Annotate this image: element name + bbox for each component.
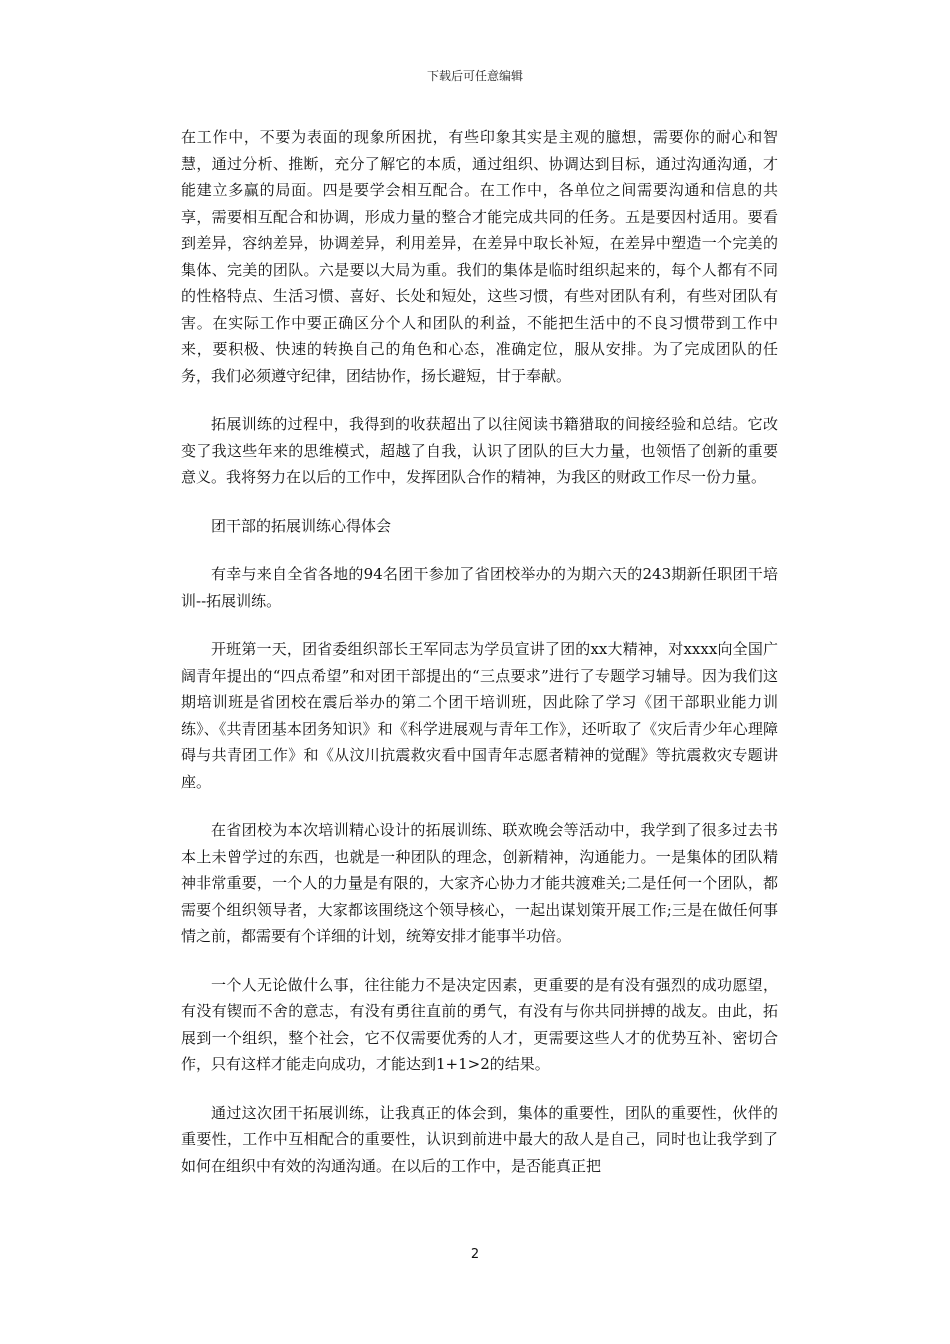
page-number: 2 [470, 1247, 480, 1262]
paragraph-first-day: 开班第一天，团省委组织部长王军同志为学员宣讲了团的xx大精神，对xxxx向全国广阔青年提出的“四点希望”和对团干部提出的“三点要求”进行了专题学习辅导。因为我们这期培训班是省团校在震后举办的第二个团干培训班，因此除了学习《团干部职业能力训练》、《共青团基本团务知识》和《科学进展观与青年工作》，还听取了《灾后青少年心理障碍与共青团工作》和《从汶川抗震救灾看中国青年志愿者精神的觉醒》等抗震救灾专题讲座。 [181, 640, 778, 791]
paragraph-training-gains: 拓展训练的过程中，我得到的收获超出了以往阅读书籍猎取的间接经验和总结。它改变了我这些年来的思维模式，超越了自我，认识了团队的巨大力量，也领悟了创新的重要意义。我将努力在以后的工作中，发挥团队合作的精神，为我区的财政工作尽一份力量。 [181, 415, 778, 486]
page-header: 下载后可任意编辑 [426, 69, 523, 83]
paragraph-teamwork-principles: 在工作中，不要为表面的现象所困扰，有些印象其实是主观的臆想，需要你的耐心和智慧，通过分析、推断，充分了解它的本质，通过组织、协调达到目标，通过沟通沟通，才能建立多赢的局面。四是要学会相互配合。在工作中，各单位之间需要沟通和信息的共享，需要相互配合和协调，形成力量的整合才能完成共同的任务。五是要因村适用。要看到差异，容纳差异，协调差异，利用差异，在差异中取长补短，在差异中塑造一个完美的集体、完美的团队。六是要以大局为重。我们的集体是临时组织起来的，每个人都有不同的性格特点、生活习惯、喜好、长处和短处，这些习惯，有些对团队有利，有些对团队有害。在实际工作中要正确区分个人和团队的利益，不能把生活中的不良习惯带到工作中来，要积极、快速的转换自己的角色和心态，准确定位，服从安排。为了完成团队的任务，我们必须遵守纪律，团结协作，扬长避短，甘于奉献。 [181, 128, 778, 385]
document-body [181, 124, 778, 1201]
paragraph-activities: 在省团校为本次培训精心设计的拓展训练、联欢晚会等活动中，我学到了很多过去书本上未曾学过的东西，也就是一种团队的理念，创新精神，沟通能力。一是集体的团队精神非常重要，一个人的力量是有限的，大家齐心协力才能共渡难关;二是任何一个团队，都需要个组织领导者，大家都该围绕这个领导核心，一起出谋划策开展工作;三是在做任何事情之前，都需要有个详细的计划，统筹安排才能事半功倍。 [181, 821, 778, 945]
paragraph-success-factors: 一个人无论做什么事，往往能力不是决定因素，更重要的是有没有强烈的成功愿望，有没有锲而不舍的意志，有没有勇往直前的勇气，有没有与你共同拼搏的战友。由此，拓展到一个组织，整个社会，它不仅需要优秀的人才，更需要这些人才的优势互补、密切合作，只有这样才能走向成功，才能达到1+1>2的结果。 [181, 975, 778, 1073]
paragraph-conclusion: 通过这次团干拓展训练，让我真正的体会到，集体的重要性，团队的重要性，伙伴的重要性，工作中互相配合的重要性，认识到前进中最大的敌人是自己，同时也让我学到了如何在组织中有效的沟通沟通。在以后的工作中，是否能真正把 [181, 1103, 778, 1175]
section-heading: 团干部的拓展训练心得体会 [211, 516, 392, 535]
paragraph-intro: 有幸与来自全省各地的94名团干参加了省团校举办的为期六天的243期新任职团干培训--拓展训练。 [181, 565, 778, 610]
